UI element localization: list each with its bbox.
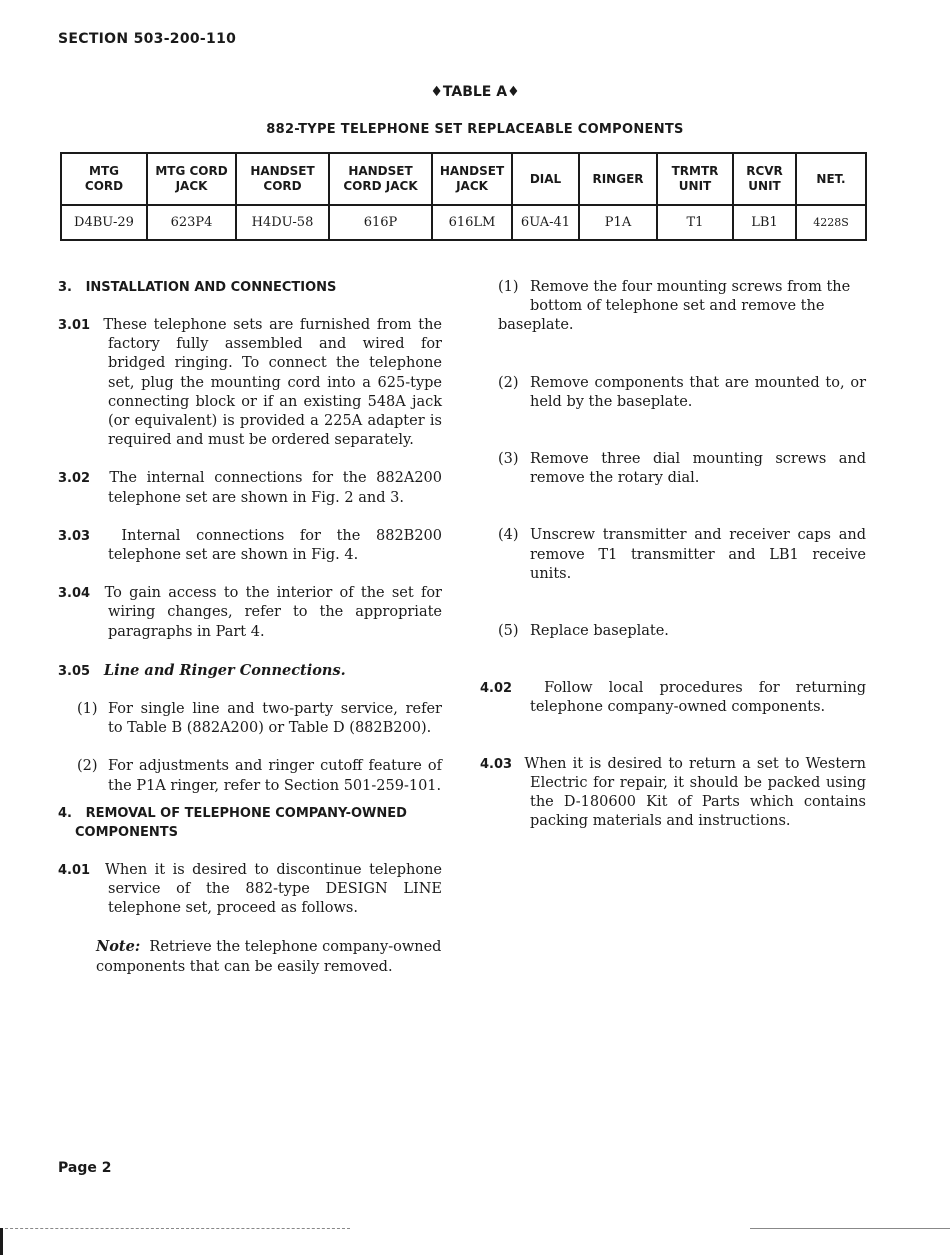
paragraph-3-03: 3.03 Internal connections for the 882B200 telephone set are shown in Fig. 4. — [58, 527, 443, 564]
components-table — [60, 152, 867, 241]
list-item: (1) For single line and two-party service, refer to Table B (882A200) or Table D (882B200). — [77, 701, 442, 737]
column-header: RINGER — [579, 153, 657, 205]
paragraph-3-05-heading: 3.05 Line and Ringer Connections. — [58, 661, 346, 679]
paragraph-4-03: 4.03 When it is desired to return a set to Western Electric for repair, it should be packed using the D-180600 Kit of Parts which contains packing materials and instructions. — [480, 755, 867, 830]
list-item: (3) Remove three dial mounting screws and remove the rotary dial. — [498, 451, 866, 487]
right-column — [480, 278, 866, 850]
paragraph-3-04: 3.04 To gain access to the interior of the set for wiring changes, refer to the appropriate paragraphs in Part 4. — [58, 585, 442, 640]
table-row — [61, 205, 866, 240]
list-item: (4) Unscrew transmitter and receiver caps and remove T1 transmitter and LB1 receive units. — [498, 527, 866, 582]
table-header-row — [61, 153, 866, 205]
table-cell: T1 — [657, 205, 733, 240]
list-item: (1) Remove the four mounting screws from the bottom of telephone set and remove the baseplate. — [498, 279, 851, 334]
paragraph-4-01: 4.01 When it is desired to discontinue telephone service of the 882-type DESIGN LINE telephone set, proceed as follows. — [58, 861, 442, 917]
list-item: (2) For adjustments and ringer cutoff feature of the P1A ringer, refer to Section 501-259-101. — [77, 758, 442, 794]
column-header: MTG CORD — [61, 153, 147, 205]
paragraph-4-02: 4.02 Follow local procedures for returning telephone company-owned components. — [480, 680, 866, 716]
column-header: HANDSET CORD JACK — [329, 153, 432, 205]
paragraph-3-02: 3.02 The internal connections for the 882A200 telephone set are shown in Fig. 2 and 3. — [58, 470, 442, 506]
column-header: MTG CORD JACK — [147, 153, 236, 205]
left-column — [58, 278, 442, 996]
table-subtitle: 882-TYPE TELEPHONE SET REPLACEABLE COMPONENTS — [266, 122, 684, 137]
table-cell: 616LM — [432, 205, 512, 240]
table-cell: P1A — [579, 205, 657, 240]
section-header: SECTION 503-200-110 — [58, 31, 237, 47]
column-header: TRMTR UNIT — [657, 153, 733, 205]
note: Note: Retrieve the telephone company-owned components that can be easily removed. — [96, 938, 442, 975]
column-header: HANDSET JACK — [432, 153, 512, 205]
table-cell: 623P4 — [147, 205, 236, 240]
column-header: RCVR UNIT — [733, 153, 796, 205]
list-item: (2) Remove components that are mounted to, or held by the baseplate. — [498, 374, 866, 410]
column-header: HANDSET CORD — [236, 153, 329, 205]
table-cell: H4DU-58 — [236, 205, 329, 240]
paragraph-3-01: 3.01 These telephone sets are furnished from the factory fully assembled and wired for bridged ringing. To connect the telephone set, plug the mounting cord into a 625-type connecting block or if an existing 548A jack (or equivalent) is provided a 225A adapter is required and must be ordered separately. — [58, 317, 442, 449]
table-cell: 6UA-41 — [512, 205, 579, 240]
page-number: Page 2 — [58, 1160, 112, 1176]
table-cell: 616P — [329, 205, 432, 240]
table-cell: 4228S — [796, 205, 866, 240]
table-cell: LB1 — [733, 205, 796, 240]
section-4-heading: 4. REMOVAL OF TELEPHONE COMPANY-OWNED COMPONENTS — [58, 805, 407, 840]
column-header: NET. — [796, 153, 866, 205]
list-item: (5) Replace baseplate. — [498, 623, 669, 640]
table-title: ♦TABLE A♦ — [430, 84, 520, 100]
scan-artifact-edge — [0, 1228, 3, 1255]
section-3-heading: 3. INSTALLATION AND CONNECTIONS — [58, 280, 337, 295]
table-cell: D4BU-29 — [61, 205, 147, 240]
column-header: DIAL — [512, 153, 579, 205]
scan-artifact-line — [0, 1228, 350, 1229]
scan-artifact-line — [750, 1228, 950, 1229]
